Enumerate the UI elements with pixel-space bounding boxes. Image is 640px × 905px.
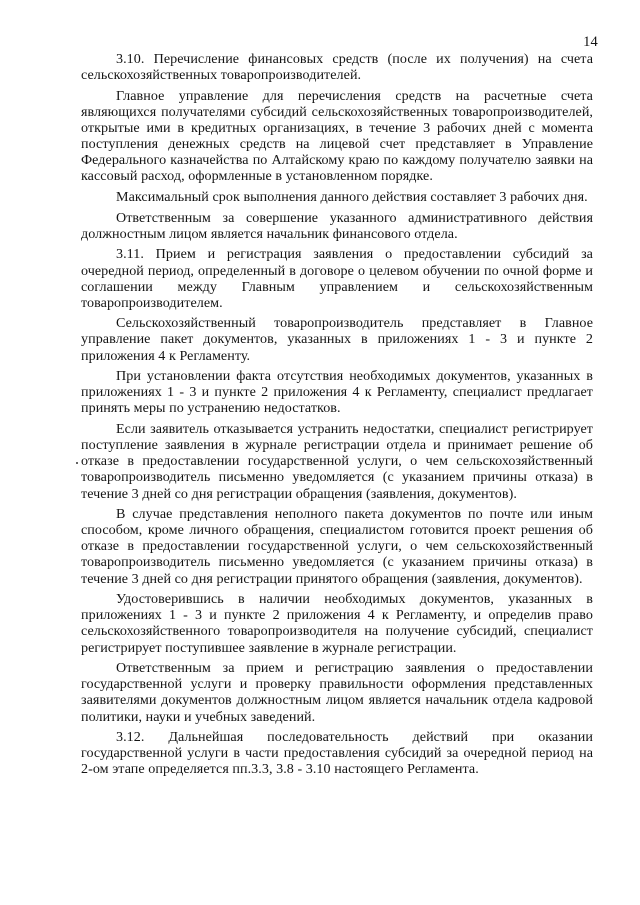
scan-mark — [76, 462, 78, 464]
section-3-10-heading: 3.10. Перечисление финансовых средств (после их получения) на счета сельскохозяйственных товаропроизводителей. — [81, 51, 593, 84]
document-body — [81, 51, 593, 777]
paragraph-missing-documents: При установлении факта отсутствия необходимых документов, указанных в приложениях 1 - 3 и пункте 2 приложения 4 к Регламенту, специалист предлагает принять меры по устранению недостатков. — [81, 368, 593, 417]
section-3-11-heading: 3.11. Прием и регистрация заявления о предоставлении субсидий за очередной период, определенный в договоре о целевом обучении по очной форме и соглашении между Главным управлением и сельскохозяйственным товаропроизводителем. — [81, 246, 593, 311]
paragraph-applicant-refuses: Если заявитель отказывается устранить недостатки, специалист регистрирует поступление заявления в журнале регистрации отдела и принимает решение об отказе в предоставлении государственной услуги, о чем сельскохозяйственный товаропроизводитель письменно уведомляется (с указанием причины отказа) в течение 3 дней со дня регистрации обращения (заявления, документов). — [81, 421, 593, 502]
paragraph-responsible-hr: Ответственным за прием и регистрацию заявления о предоставлении государственной услуги и проверку правильности оформления представленных заявителями документов должностным лицом является начальник отдела кадровой политики, науки и учебных заведений. — [81, 660, 593, 725]
paragraph-responsible-finance: Ответственным за совершение указанного административного действия должностным лицом является начальник финансового отдела. — [81, 209, 593, 242]
section-3-12-paragraph: 3.12. Дальнейшая последовательность действий при оказании государственной услуги в части предоставления субсидий за очередной период на 2-ом этапе определяется пп.3.3, 3.8 - 3.10 настоящего Регламента. — [81, 729, 593, 778]
paragraph-max-term: Максимальный срок выполнения данного действия составляет 3 рабочих дня. — [116, 188, 588, 205]
paragraph-transfer-procedure: Главное управление для перечисления средств на расчетные счета являющихся получателями субсидий сельскохозяйственных товаропроизводителей, открытые ими в кредитных организациях, в течение 3 рабочих дней с момента поступления денежных средств на лицевой счет представляет в Управление Федерального казначейства по Алтайскому краю по каждому получателю заявки на кассовый расход, оформленные в установленном порядке. — [81, 87, 593, 185]
paragraph-registration: Удостоверившись в наличии необходимых документов, указанных в приложениях 1 - 3 и пункте 2 приложения 4 к Регламенту, и определив право сельскохозяйственного товаропроизводителя на получение субсидий, специалист регистрирует поступившее заявление в журнале регистрации. — [81, 591, 593, 656]
page-number: 14 — [583, 34, 598, 50]
paragraph-document-package: Сельскохозяйственный товаропроизводитель представляет в Главное управление пакет документов, указанных в приложениях 1 - 3 и пункте 2 приложения 4 к Регламенту. — [81, 315, 593, 364]
paragraph-incomplete-package: В случае представления неполного пакета документов по почте или иным способом, кроме личного обращения, специалистом готовится проект решения об отказе в предоставлении государственной услуги, о чем сельскохозяйственный товаропроизводитель письменно уведомляется (с указанием причины отказа) в течение 3 дней со дня регистрации принятого обращения (заявления, документов). — [81, 506, 593, 587]
